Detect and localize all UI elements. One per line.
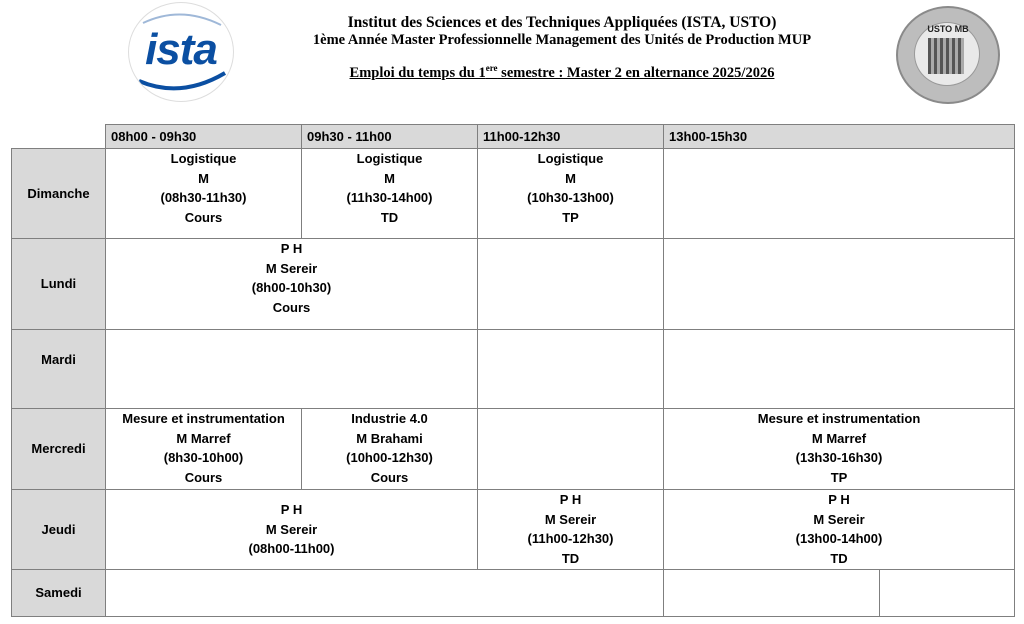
- teacher: M Marref: [811, 430, 867, 446]
- teacher: M: [565, 170, 576, 186]
- empty-mardi-1: [106, 330, 478, 409]
- session-lundi-1: [106, 239, 478, 330]
- course-name: Industrie 4.0: [351, 411, 428, 426]
- teacher: M: [384, 170, 395, 186]
- ista-logo-text: ista: [145, 25, 217, 74]
- session-jeudi-1: [106, 490, 478, 570]
- schedule-title: [240, 63, 884, 82]
- session-dimanche-1: [106, 149, 302, 239]
- course-name: Mesure et instrumentation: [757, 411, 921, 426]
- time-range: (10h30-13h00): [527, 190, 614, 205]
- day-mardi: Mardi: [12, 330, 106, 409]
- time-range: (13h30-16h30): [795, 450, 883, 465]
- session-type: Cours: [370, 469, 409, 485]
- ista-logo: [128, 2, 234, 102]
- course-name: Logistique: [537, 151, 604, 166]
- time-slot-1: 08h00 - 09h30: [106, 125, 302, 149]
- course-name: P H: [280, 502, 303, 517]
- session-type: TP: [830, 469, 848, 485]
- empty-samedi-5: [880, 570, 1015, 617]
- time-range: (8h30-10h00): [163, 450, 244, 465]
- empty-samedi-1: [106, 570, 664, 617]
- corner-cell: [12, 125, 106, 149]
- day-samedi: Samedi: [12, 570, 106, 617]
- time-range: (11h30-14h00): [346, 190, 433, 205]
- session-type: TD: [380, 209, 399, 225]
- day-jeudi: Jeudi: [12, 490, 106, 570]
- schedule-title-part1: Emploi du temps du 1: [349, 64, 486, 81]
- session-mercredi-4: [664, 409, 1015, 490]
- time-slot-4: 13h00-15h30: [664, 125, 1015, 149]
- session-type: Cours: [184, 209, 223, 225]
- row-mardi: [12, 330, 1015, 409]
- institute-title: Institut des Sciences et des Techniques Appliquées (ISTA, USTO): [347, 14, 777, 31]
- usto-seal-logo: [896, 6, 1000, 104]
- course-name: Logistique: [356, 151, 423, 166]
- course-name: Mesure et instrumentation: [122, 411, 285, 426]
- time-range: (8h00-10h30): [251, 280, 332, 295]
- course-name: P H: [280, 241, 303, 256]
- session-type: TD: [830, 550, 848, 566]
- session-type: Cours: [272, 299, 311, 315]
- row-mercredi: [12, 409, 1015, 490]
- session-type: TP: [562, 209, 579, 225]
- course-name: P H: [828, 492, 850, 507]
- empty-samedi-4: [664, 570, 880, 617]
- time-range: (08h30-11h30): [160, 190, 247, 205]
- schedule-title-sup: ere: [485, 63, 498, 73]
- teacher: M: [198, 170, 209, 186]
- building-icon: [928, 38, 964, 74]
- time-slot-2: 09h30 - 11h00: [302, 125, 478, 149]
- teacher: M Sereir: [265, 521, 318, 537]
- course-name: Logistique: [170, 151, 237, 166]
- session-jeudi-4: [664, 490, 1015, 570]
- time-range: (10h00-12h30): [346, 450, 433, 465]
- teacher: M Sereir: [544, 511, 597, 527]
- day-dimanche: Dimanche: [12, 149, 106, 239]
- time-slot-3: 11h00-12h30: [478, 125, 664, 149]
- empty-lundi-3: [478, 239, 664, 330]
- course-name: P H: [559, 492, 582, 507]
- time-range: (08h00-11h00): [248, 541, 335, 556]
- session-dimanche-3: [478, 149, 664, 239]
- program-title: 1ème Année Master Professionnelle Management des Unités de Production MUP: [312, 32, 812, 48]
- teacher: M Sereir: [813, 511, 865, 527]
- session-jeudi-3: [478, 490, 664, 570]
- empty-mardi-4: [664, 330, 1015, 409]
- teacher: M Marref: [176, 430, 231, 446]
- day-lundi: Lundi: [12, 239, 106, 330]
- row-jeudi: [12, 490, 1015, 570]
- session-mercredi-1: [106, 409, 302, 490]
- empty-mardi-3: [478, 330, 664, 409]
- session-mercredi-2: [302, 409, 478, 490]
- session-dimanche-2: [302, 149, 478, 239]
- row-dimanche: [12, 149, 1015, 239]
- session-type: Cours: [184, 469, 223, 485]
- teacher: M Brahami: [356, 430, 423, 446]
- session-type: TD: [561, 550, 580, 566]
- time-range: (13h00-14h00): [795, 531, 883, 546]
- empty-dimanche-4: [664, 149, 1015, 239]
- empty-mercredi-3: [478, 409, 664, 490]
- seal-text: USTO MB: [927, 24, 969, 34]
- row-lundi: [12, 239, 1015, 330]
- teacher: M Sereir: [265, 260, 318, 276]
- time-range: (11h00-12h30): [527, 531, 614, 546]
- day-mercredi: Mercredi: [12, 409, 106, 490]
- empty-lundi-4: [664, 239, 1015, 330]
- schedule-title-part2: semestre : Master 2 en alternance 2025/2026: [497, 64, 775, 81]
- time-header-row: [12, 125, 1015, 149]
- timetable: [11, 124, 1015, 617]
- row-samedi: [12, 570, 1015, 617]
